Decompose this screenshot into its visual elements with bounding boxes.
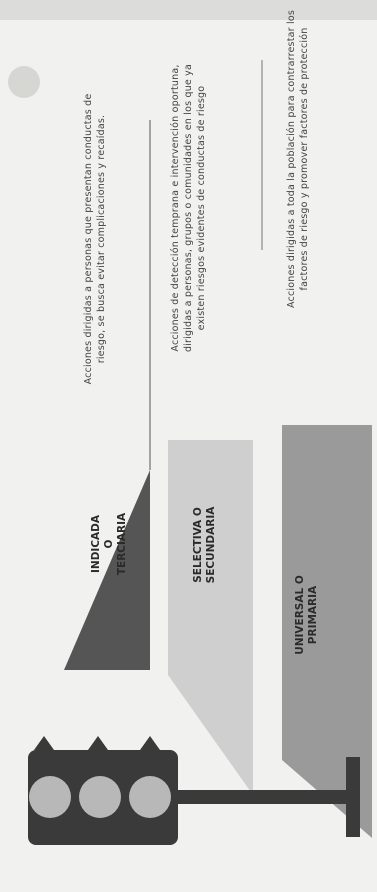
- level-label-selectiva-line1: SELECTIVA O: [192, 507, 204, 583]
- level-label-universal-line1: UNIVERSAL O: [294, 575, 306, 655]
- level-label-indicada-line1: INDICADA: [90, 515, 102, 573]
- level-label-selectiva: [192, 485, 232, 605]
- level-label-universal: [294, 555, 334, 675]
- description-selectiva: Acciones de detección temprana e intervención oportuna, dirigidas a personas, grupos o comunidades en los que ya existen riesgos evidentes de conductas de riesgo: [170, 63, 207, 353]
- level-label-indicada: [90, 484, 146, 604]
- level-label-selectiva-line2: SECUNDARIA: [205, 506, 218, 584]
- level-label-universal-line2: PRIMARIA: [307, 585, 320, 645]
- level-label-indicada-line2: O: [103, 539, 116, 549]
- description-universal: Acciones dirigidas a toda la población para contrarrestar los factores de riesgo y promover factores de protección: [286, 10, 310, 308]
- level-label-indicada-line3: TERCIARIA: [116, 512, 129, 576]
- description-indicada: Acciones dirigidas a personas que presentan conductas de riesgo, se busca evitar complicaciones y recaídas.: [83, 93, 107, 385]
